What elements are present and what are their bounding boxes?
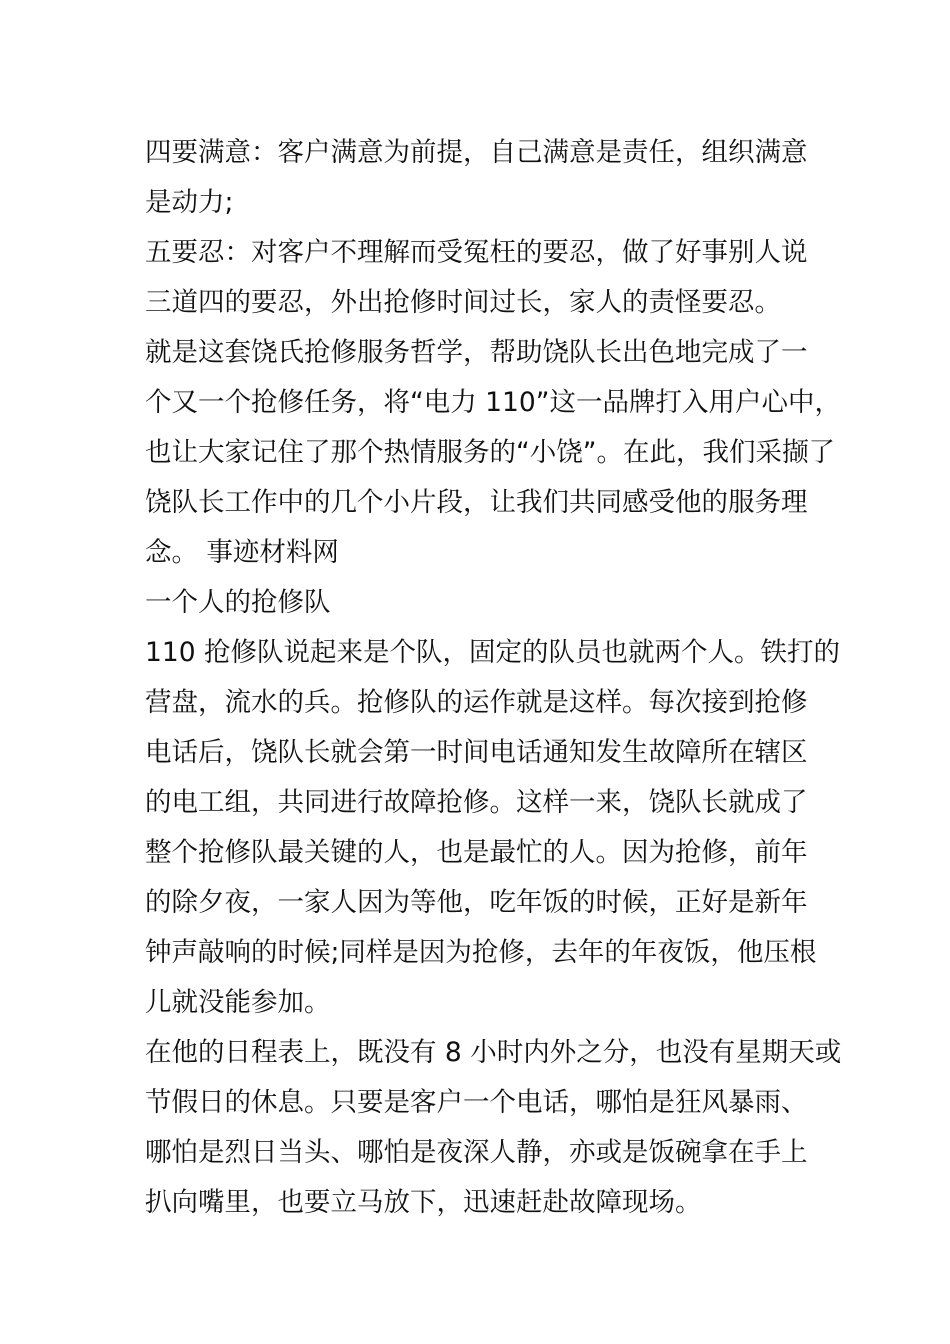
text-line: 三道四的要忍，外出抢修时间过长，家人的责怪要忍。 bbox=[145, 287, 781, 318]
text-line: 110 抢修队说起来是个队，固定的队员也就两个人。铁打的 bbox=[145, 637, 841, 668]
paragraph-four-satisfactions bbox=[145, 128, 815, 228]
section-heading bbox=[145, 578, 815, 628]
text-line: 节假日的休息。只要是客户一个电话，哪怕是狂风暴雨、 bbox=[145, 1087, 808, 1118]
text-line: 念。 事迹材料网 bbox=[145, 537, 339, 568]
text-line: 扒向嘴里，也要立马放下，迅速赶赴故障现场。 bbox=[145, 1187, 702, 1218]
text-line: 整个抢修队最关键的人，也是最忙的人。因为抢修，前年 bbox=[145, 837, 808, 868]
paragraph-schedule bbox=[145, 1028, 842, 1228]
text-line: 也让大家记住了那个热情服务的“小饶”。在此，我们采撷了 bbox=[145, 437, 835, 468]
text-line: 电话后，饶队长就会第一时间电话通知发生故障所在辖区 bbox=[145, 737, 808, 768]
text-line: 的除夕夜，一家人因为等他，吃年饭的时候，正好是新年 bbox=[145, 887, 808, 918]
text-line: 的电工组，共同进行故障抢修。这样一来，饶队长就成了 bbox=[145, 787, 808, 818]
document-body bbox=[145, 128, 842, 1228]
text-line: 在他的日程表上，既没有 8 小时内外之分，也没有星期天或 bbox=[145, 1037, 842, 1068]
text-line: 个又一个抢修任务，将“电力 110”这一品牌打入用户心中， bbox=[145, 387, 841, 418]
paragraph-repair-team bbox=[145, 628, 841, 1028]
text-line: 营盘，流水的兵。抢修队的运作就是这样。每次接到抢修 bbox=[145, 687, 808, 718]
text-line: 哪怕是烈日当头、哪怕是夜深人静，亦或是饭碗拿在手上 bbox=[145, 1137, 808, 1168]
paragraph-service-philosophy bbox=[145, 328, 841, 578]
heading-line: 一个人的抢修队 bbox=[145, 587, 331, 618]
text-line: 儿就没能参加。 bbox=[145, 987, 331, 1018]
text-line: 四要满意：客户满意为前提，自己满意是责任，组织满意 bbox=[145, 137, 808, 168]
paragraph-five-tolerances bbox=[145, 228, 815, 328]
text-line: 钟声敲响的时候;同样是因为抢修，去年的年夜饭，他压根 bbox=[145, 937, 817, 968]
text-line: 饶队长工作中的几个小片段，让我们共同感受他的服务理 bbox=[145, 487, 808, 518]
text-line: 五要忍：对客户不理解而受冤枉的要忍，做了好事别人说 bbox=[145, 237, 808, 268]
text-line: 就是这套饶氏抢修服务哲学，帮助饶队长出色地完成了一 bbox=[145, 337, 808, 368]
text-line: 是动力; bbox=[145, 187, 234, 218]
